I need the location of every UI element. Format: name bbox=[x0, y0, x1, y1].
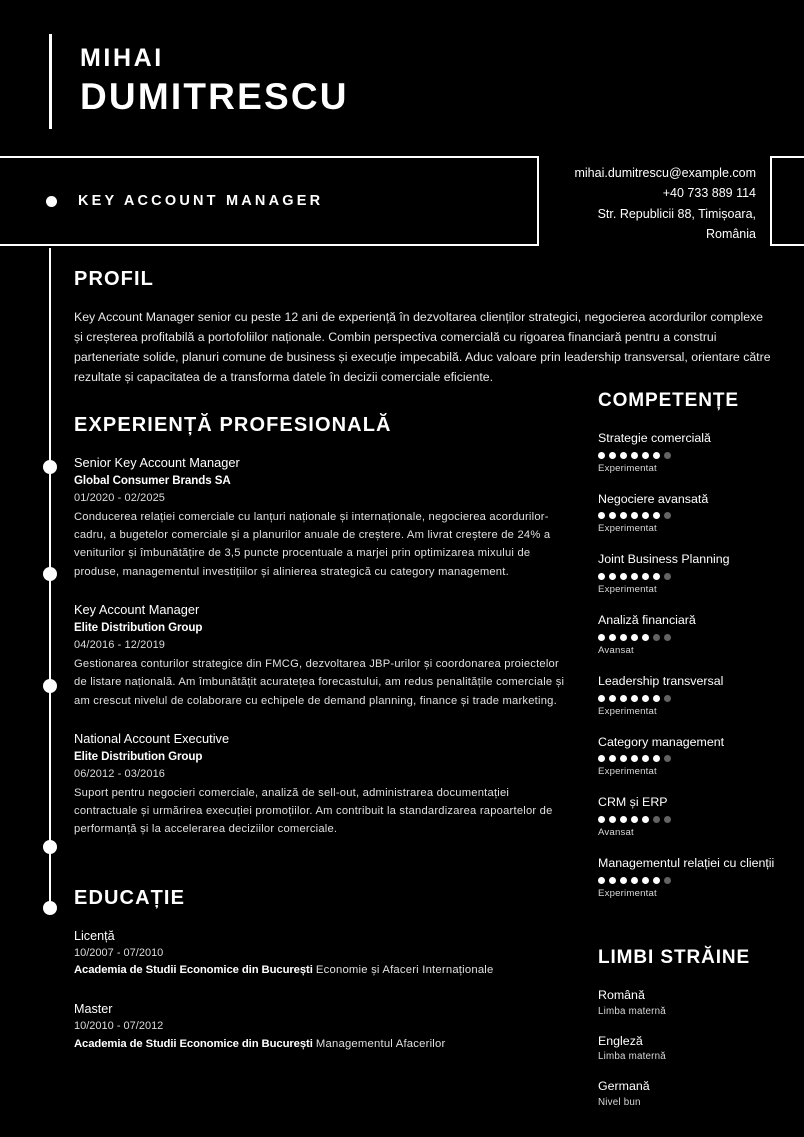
rating-dot-empty-icon bbox=[653, 816, 660, 823]
skill-item bbox=[598, 855, 788, 899]
profile-text: Key Account Manager senior cu peste 12 ani de experiență în dezvoltarea clienților strategici, negocierea acordurilor complexe și creșterea profitabilă a portofoliilor naționale. Combin perspectiva comercială cu rigoarea financiară pentru a construi parteneriate solide, planuri comune de business și execuție impecabilă. Aduc valoare prin leadership transversal, orientare către rezultate și capacitatea de a transforma datele în decizii comerciale eficiente. bbox=[74, 310, 771, 384]
rating-dot-filled-icon bbox=[598, 452, 605, 459]
skill-rating bbox=[598, 877, 788, 884]
skill-name: Negociere avansată bbox=[598, 491, 709, 506]
rating-dot-empty-icon bbox=[664, 512, 671, 519]
timeline-dot bbox=[43, 679, 57, 693]
skill-item bbox=[598, 794, 788, 838]
rating-dot-empty-icon bbox=[664, 452, 671, 459]
languages-heading: LIMBI STRĂINE bbox=[598, 946, 751, 968]
name-header bbox=[49, 34, 349, 129]
skill-name: Joint Business Planning bbox=[598, 552, 730, 567]
rating-dot-filled-icon bbox=[642, 816, 649, 823]
skill-rating bbox=[598, 816, 788, 823]
education-field: Managementul Afacerilor bbox=[315, 1037, 446, 1050]
rating-dot-filled-icon bbox=[620, 452, 627, 459]
skills-list bbox=[598, 430, 788, 899]
skill-level: Experimentat bbox=[598, 766, 657, 778]
job-company: Elite Distribution Group bbox=[74, 750, 203, 764]
education-school-line bbox=[74, 1036, 574, 1054]
timeline-dot bbox=[43, 567, 57, 581]
rating-dot-filled-icon bbox=[631, 755, 638, 762]
skill-name: Analiză financiară bbox=[598, 613, 696, 628]
skill-level: Experimentat bbox=[598, 887, 657, 899]
rating-dot-filled-icon bbox=[609, 634, 616, 641]
rating-dot-empty-icon bbox=[664, 877, 671, 884]
rating-dot-filled-icon bbox=[642, 634, 649, 641]
job-description: Suport pentru negocieri comerciale, analiză de sell-out, administrarea documentației contractuale și urmărirea execuției promoțiilor. Am contribuit la standardizarea rapoartelor de performanță și la accelerarea deciziilor comerciale. bbox=[74, 787, 553, 836]
skill-level: Experimentat bbox=[598, 523, 657, 535]
skill-level: Experimentat bbox=[598, 584, 657, 596]
rating-dot-filled-icon bbox=[631, 634, 638, 641]
rating-dot-filled-icon bbox=[609, 452, 616, 459]
rating-dot-filled-icon bbox=[631, 512, 638, 519]
skill-rating bbox=[598, 695, 788, 702]
education-school-line bbox=[74, 962, 574, 980]
rating-dot-filled-icon bbox=[653, 695, 660, 702]
contact-address-line2: România bbox=[705, 226, 756, 241]
language-level: Limba maternă bbox=[598, 1005, 666, 1017]
skills-heading: COMPETENȚE bbox=[598, 390, 739, 411]
skill-name: Strategie comercială bbox=[598, 431, 711, 445]
first-name: MIHAI bbox=[80, 44, 164, 73]
job-position: National Account Executive bbox=[74, 730, 230, 746]
language-name: Germană bbox=[598, 1079, 650, 1094]
skill-item bbox=[598, 491, 788, 535]
language-item bbox=[598, 987, 788, 1017]
rating-dot-filled-icon bbox=[631, 452, 638, 459]
job-dates: 06/2012 - 03/2016 bbox=[74, 767, 165, 780]
rating-dot-filled-icon bbox=[653, 755, 660, 762]
rating-dot-filled-icon bbox=[598, 755, 605, 762]
decorative-right-frame bbox=[770, 156, 804, 246]
rating-dot-filled-icon bbox=[642, 452, 649, 459]
language-item bbox=[598, 1078, 788, 1108]
rating-dot-filled-icon bbox=[631, 877, 638, 884]
rating-dot-filled-icon bbox=[598, 512, 605, 519]
skill-item bbox=[598, 612, 788, 656]
language-name: Engleză bbox=[598, 1033, 643, 1048]
rating-dot-empty-icon bbox=[664, 755, 671, 762]
rating-dot-filled-icon bbox=[631, 573, 638, 580]
rating-dot-filled-icon bbox=[598, 877, 605, 884]
rating-dot-filled-icon bbox=[620, 877, 627, 884]
rating-dot-filled-icon bbox=[653, 573, 660, 580]
education-field: Economie și Afaceri Internaționale bbox=[315, 964, 494, 977]
language-item bbox=[598, 1033, 788, 1063]
job-title-label: KEY ACCOUNT MANAGER bbox=[78, 193, 324, 209]
rating-dot-empty-icon bbox=[653, 634, 660, 641]
job-dates: 04/2016 - 12/2019 bbox=[74, 638, 165, 651]
education-heading: EDUCAȚIE bbox=[74, 886, 186, 909]
skill-level: Avansat bbox=[598, 644, 634, 656]
timeline-dot bbox=[43, 840, 57, 854]
skill-item bbox=[598, 551, 788, 595]
profile-heading: PROFIL bbox=[74, 268, 154, 290]
rating-dot-filled-icon bbox=[609, 573, 616, 580]
skill-name: CRM și ERP bbox=[598, 795, 668, 810]
rating-dot-filled-icon bbox=[631, 695, 638, 702]
rating-dot-filled-icon bbox=[631, 816, 638, 823]
experience-item bbox=[74, 601, 574, 710]
rating-dot-filled-icon bbox=[642, 573, 649, 580]
job-description: Gestionarea conturilor strategice din FMCG, dezvoltarea JBP-urilor și coordonarea proiectelor de listare națională. Am îmbunătățit acuratețea forecastului, am redus penalitățile comerciale și am crescut nivelul de colaborare cu echipele de demand planning, finance și trade marketing. bbox=[74, 658, 565, 707]
rating-dot-empty-icon bbox=[664, 573, 671, 580]
rating-dot-filled-icon bbox=[609, 755, 616, 762]
rating-dot-filled-icon bbox=[609, 512, 616, 519]
rating-dot-filled-icon bbox=[609, 877, 616, 884]
skill-item bbox=[598, 734, 788, 778]
rating-dot-empty-icon bbox=[664, 695, 671, 702]
timeline-dot bbox=[43, 460, 57, 474]
education-degree: Licență bbox=[74, 928, 115, 943]
section-spacer bbox=[74, 859, 574, 887]
skill-level: Experimentat bbox=[598, 462, 657, 474]
skill-rating bbox=[598, 452, 788, 459]
skill-item bbox=[598, 673, 788, 717]
rating-dot-filled-icon bbox=[642, 512, 649, 519]
skill-name: Leadership transversal bbox=[598, 673, 724, 688]
rating-dot-filled-icon bbox=[598, 634, 605, 641]
skill-level: Experimentat bbox=[598, 705, 657, 717]
experience-item bbox=[74, 454, 574, 581]
job-position: Senior Key Account Manager bbox=[74, 454, 240, 470]
rating-dot-filled-icon bbox=[653, 512, 660, 519]
job-description: Conducerea relației comerciale cu lanțuri naționale și internaționale, negocierea acordurilor-cadru, a bugetelor comerciale și a planurilor anuale de creștere. Am livrat creștere de 24% a veniturilor și îmbunătățire de 3,5 puncte procentuale a marjei prin optimizarea mixului de produse, managementul investițiilor și alinierea strategică cu category management. bbox=[74, 511, 551, 578]
rating-dot-filled-icon bbox=[653, 877, 660, 884]
rating-dot-filled-icon bbox=[620, 573, 627, 580]
rating-dot-filled-icon bbox=[620, 755, 627, 762]
skill-rating bbox=[598, 512, 788, 519]
last-name: DUMITRESCU bbox=[80, 76, 349, 118]
language-name: Română bbox=[598, 987, 645, 1002]
skill-name: Managementul relației cu clienții bbox=[598, 856, 775, 871]
skill-name: Category management bbox=[598, 734, 725, 749]
rating-dot-filled-icon bbox=[620, 816, 627, 823]
job-company: Global Consumer Brands SA bbox=[74, 474, 231, 488]
job-dates: 01/2020 - 02/2025 bbox=[74, 491, 165, 504]
experience-heading: EXPERIENȚĂ PROFESIONALĂ bbox=[74, 413, 392, 436]
education-dates: 10/2007 - 07/2010 bbox=[74, 946, 164, 959]
contact-block bbox=[456, 163, 756, 244]
contact-phone[interactable]: +40 733 889 114 bbox=[662, 186, 756, 201]
education-item bbox=[74, 1000, 574, 1053]
education-dates: 10/2010 - 07/2012 bbox=[74, 1020, 164, 1033]
rating-dot-filled-icon bbox=[620, 512, 627, 519]
job-company: Elite Distribution Group bbox=[74, 621, 203, 635]
rating-dot-filled-icon bbox=[609, 695, 616, 702]
skill-level: Avansat bbox=[598, 827, 634, 839]
rating-dot-filled-icon bbox=[620, 695, 627, 702]
education-item bbox=[74, 927, 574, 980]
rating-dot-filled-icon bbox=[653, 452, 660, 459]
job-position: Key Account Manager bbox=[74, 601, 200, 617]
skill-rating bbox=[598, 573, 788, 580]
rating-dot-filled-icon bbox=[598, 816, 605, 823]
language-level: Nivel bun bbox=[598, 1097, 641, 1109]
skill-item bbox=[598, 430, 788, 474]
rating-dot-filled-icon bbox=[642, 755, 649, 762]
rating-dot-filled-icon bbox=[642, 695, 649, 702]
rating-dot-empty-icon bbox=[664, 634, 671, 641]
contact-address-line1: Str. Republicii 88, Timișoara, bbox=[597, 206, 756, 221]
filled-circle-icon bbox=[46, 196, 57, 207]
sidebar-column bbox=[598, 390, 788, 1124]
language-level: Limba maternă bbox=[598, 1051, 666, 1063]
education-school: Academia de Studii Economice din București bbox=[74, 964, 313, 977]
rating-dot-filled-icon bbox=[642, 877, 649, 884]
education-school: Academia de Studii Economice din București bbox=[74, 1037, 313, 1050]
contact-email[interactable]: mihai.dumitrescu@example.com bbox=[574, 166, 756, 180]
rating-dot-filled-icon bbox=[620, 634, 627, 641]
rating-dot-filled-icon bbox=[598, 573, 605, 580]
skill-rating bbox=[598, 634, 788, 641]
skill-rating bbox=[598, 755, 788, 762]
rating-dot-filled-icon bbox=[609, 816, 616, 823]
rating-dot-filled-icon bbox=[598, 695, 605, 702]
languages-list bbox=[598, 987, 788, 1108]
education-degree: Master bbox=[74, 1001, 113, 1016]
experience-item bbox=[74, 730, 574, 839]
timeline-dot bbox=[43, 901, 57, 915]
rating-dot-empty-icon bbox=[664, 816, 671, 823]
